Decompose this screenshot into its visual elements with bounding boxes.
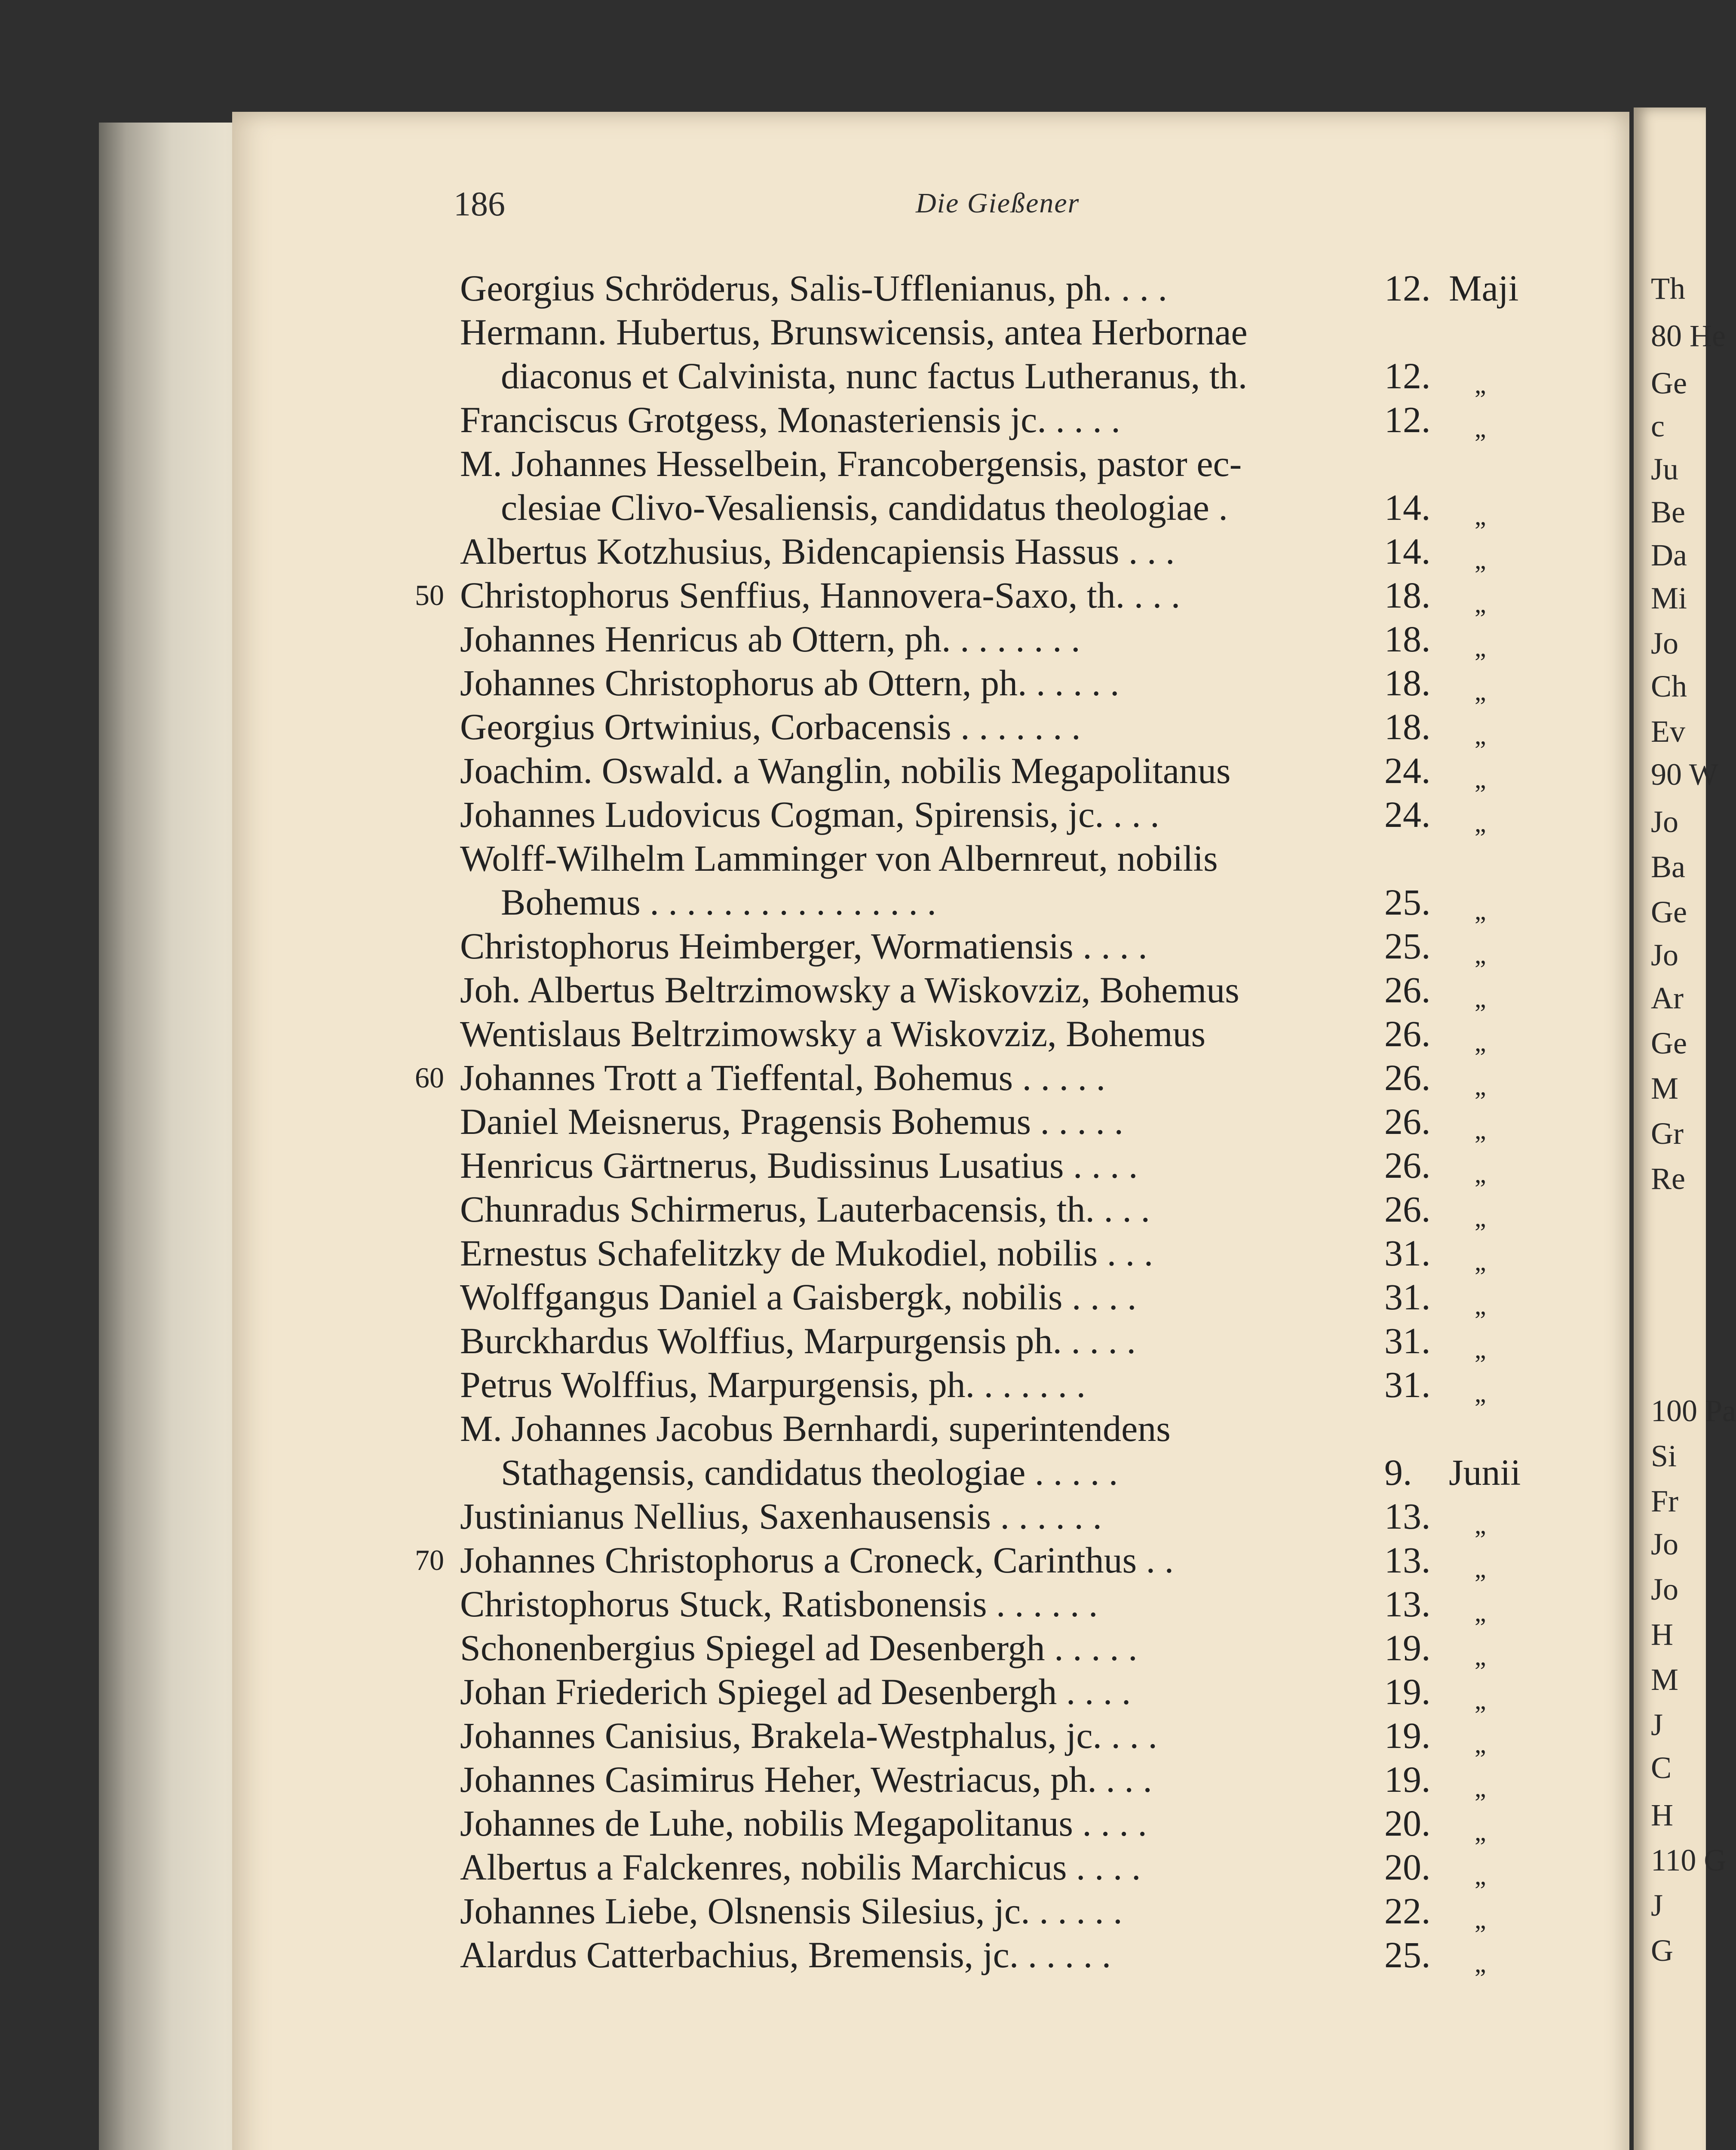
- adjacent-page-text: Jo: [1651, 938, 1679, 972]
- entry-day: 13.: [1384, 1539, 1431, 1581]
- entry-day: 19.: [1384, 1671, 1431, 1712]
- entry-day: 19.: [1384, 1627, 1431, 1668]
- list-item: [0, 881, 1706, 924]
- entry-month: „: [1475, 1642, 1486, 1671]
- list-item: [0, 924, 1706, 968]
- entry-name: Hermann. Hubertus, Brunswicensis, antea Herbornae: [460, 311, 1248, 353]
- adjacent-page-text: J: [1651, 1708, 1663, 1742]
- entry-day: 24.: [1384, 750, 1431, 791]
- adjacent-page-text: M: [1651, 1071, 1679, 1106]
- entry-name: Joachim. Oswald. a Wanglin, nobilis Megapolitanus: [460, 750, 1231, 791]
- list-item: [0, 530, 1706, 573]
- adjacent-page-text: Ge: [1651, 366, 1687, 400]
- entry-name: Johannes Henricus ab Ottern, ph. . . . . . . .: [460, 618, 1080, 660]
- entry-day: 26.: [1384, 1145, 1431, 1186]
- entry-name: Johannes Trott a Tieffental, Bohemus . . . . .: [460, 1057, 1106, 1098]
- list-item: [0, 749, 1706, 792]
- list-item: [0, 1144, 1706, 1187]
- adjacent-page-text: Jo: [1651, 805, 1679, 839]
- entry-name: Wolffgangus Daniel a Gaisbergk, nobilis . . . .: [460, 1276, 1137, 1318]
- adjacent-page-text: Jo: [1651, 1572, 1679, 1606]
- adjacent-page-text: J: [1651, 1888, 1663, 1923]
- entry-month: Maji: [1449, 267, 1519, 309]
- entry-day: 13.: [1384, 1583, 1431, 1625]
- list-item: [0, 1012, 1706, 1055]
- list-item: [0, 1670, 1706, 1713]
- list-item: [0, 661, 1706, 704]
- list-item: [0, 1582, 1706, 1625]
- list-item: [0, 1188, 1706, 1231]
- entry-day: 20.: [1384, 1803, 1431, 1844]
- entry-month: „: [1475, 370, 1486, 399]
- entry-day: 12.: [1384, 267, 1431, 309]
- entry-name: M. Johannes Jacobus Bernhardi, superintendens: [460, 1408, 1171, 1449]
- entry-month: „: [1475, 1861, 1486, 1890]
- list-item: [0, 1056, 1706, 1099]
- adjacent-page-text: 90 W: [1651, 757, 1718, 792]
- entry-name: Daniel Meisnerus, Pragensis Bohemus . . . . .: [460, 1101, 1124, 1142]
- list-item: [0, 1758, 1706, 1801]
- list-item: [0, 705, 1706, 748]
- entry-day: 18.: [1384, 574, 1431, 616]
- adjacent-page-text: 100 Pa: [1651, 1394, 1736, 1428]
- adjacent-page-text: Ge: [1651, 1026, 1687, 1060]
- entry-day: 31.: [1384, 1320, 1431, 1361]
- entry-name: Georgius Schröderus, Salis-Ufflenianus, ph. . . .: [460, 267, 1167, 309]
- list-item: [0, 398, 1706, 441]
- list-item: [0, 1319, 1706, 1362]
- list-item: [0, 1407, 1706, 1450]
- adjacent-page-text: Gr: [1651, 1116, 1684, 1151]
- entry-day: 19.: [1384, 1759, 1431, 1800]
- list-item: [0, 310, 1706, 353]
- entry-month: „: [1475, 1247, 1486, 1276]
- adjacent-page-text: c: [1651, 409, 1665, 443]
- entry-month: „: [1475, 1598, 1486, 1627]
- adjacent-page-text: Jo: [1651, 1527, 1679, 1561]
- entry-month: „: [1475, 1116, 1486, 1144]
- entry-month: „: [1475, 984, 1486, 1013]
- page-number: 186: [454, 185, 505, 223]
- entry-name: Franciscus Grotgess, Monasteriensis jc. . . . .: [460, 399, 1120, 440]
- entry-month: „: [1475, 502, 1486, 530]
- entry-day: 14.: [1384, 487, 1431, 528]
- entry-name: Joh. Albertus Beltrzimowsky a Wiskovziz, Bohemus: [460, 969, 1239, 1010]
- adjacent-page-text: Jo: [1651, 626, 1679, 660]
- entry-month: „: [1475, 1204, 1486, 1232]
- entry-name: Alardus Catterbachius, Bremensis, jc. . . . . .: [460, 1934, 1111, 1975]
- adjacent-page-text: Ju: [1651, 452, 1679, 486]
- entry-month: „: [1475, 1291, 1486, 1320]
- list-item: [0, 354, 1706, 397]
- adjacent-page-text: Si: [1651, 1439, 1677, 1473]
- list-item: [0, 267, 1706, 310]
- entry-month: „: [1475, 897, 1486, 925]
- adjacent-page-text: Th: [1651, 271, 1685, 306]
- entry-day: 26.: [1384, 969, 1431, 1010]
- entry-day: 18.: [1384, 706, 1431, 747]
- list-item: [0, 1451, 1706, 1494]
- entry-day: 20.: [1384, 1846, 1431, 1888]
- entry-name: Albertus Kotzhusius, Bidencapiensis Hassus . . .: [460, 531, 1175, 572]
- entry-day: 12.: [1384, 355, 1431, 396]
- adjacent-page-text: Mi: [1651, 581, 1687, 615]
- entry-name: Bohemus . . . . . . . . . . . . . . . .: [501, 882, 936, 923]
- entry-name: Justinianus Nellius, Saxenhausensis . . . . . .: [460, 1496, 1102, 1537]
- adjacent-page-text: Ba: [1651, 850, 1685, 884]
- entry-month: „: [1475, 721, 1486, 749]
- adjacent-page-text: C: [1651, 1751, 1672, 1785]
- list-item: [0, 1232, 1706, 1275]
- list-item: [0, 1100, 1706, 1143]
- adjacent-page-text: Ge: [1651, 895, 1687, 929]
- entry-day: 13.: [1384, 1496, 1431, 1537]
- entry-month: „: [1475, 590, 1486, 618]
- list-item: [0, 486, 1706, 529]
- entry-month: „: [1475, 1774, 1486, 1802]
- entry-month: Junii: [1449, 1452, 1521, 1493]
- adjacent-page-text: Ar: [1651, 981, 1684, 1015]
- line-number: 70: [415, 1544, 444, 1576]
- entry-month: „: [1475, 809, 1486, 837]
- entry-name: Christophorus Stuck, Ratisbonensis . . . . . .: [460, 1583, 1098, 1625]
- list-item: [0, 793, 1706, 836]
- list-item: [0, 1539, 1706, 1582]
- adjacent-page-text: H: [1651, 1798, 1673, 1832]
- entry-name: Christophorus Heimberger, Wormatiensis . . . .: [460, 925, 1147, 967]
- entry-name: diaconus et Calvinista, nunc factus Lutheranus, th.: [501, 355, 1248, 396]
- entry-month: „: [1475, 765, 1486, 793]
- entry-month: „: [1475, 1335, 1486, 1364]
- entry-day: 26.: [1384, 1189, 1431, 1230]
- entry-name: Johannes Casimirus Heher, Westriacus, ph. . . .: [460, 1759, 1152, 1800]
- entry-day: 12.: [1384, 399, 1431, 440]
- entry-month: „: [1475, 940, 1486, 969]
- adjacent-page-text: Fr: [1651, 1484, 1679, 1518]
- entry-name: Petrus Wolffius, Marpurgensis, ph. . . . . . .: [460, 1364, 1086, 1405]
- entry-name: Johannes Christophorus ab Ottern, ph. . . . . .: [460, 662, 1120, 703]
- entry-name: Johannes Liebe, Olsnensis Silesius, jc. . . . . .: [460, 1890, 1123, 1932]
- adjacent-page-fragment: [1634, 108, 1736, 2150]
- entry-name: Johannes Canisius, Brakela-Westphalus, jc. . . .: [460, 1715, 1157, 1756]
- entry-day: 31.: [1384, 1276, 1431, 1318]
- adjacent-page-text: Ev: [1651, 714, 1685, 749]
- entry-day: 19.: [1384, 1715, 1431, 1756]
- entry-month: „: [1475, 1949, 1486, 1978]
- entry-name: Johannes Christophorus a Croneck, Carinthus . .: [460, 1539, 1174, 1581]
- list-item: [0, 1802, 1706, 1845]
- entry-month: „: [1475, 1686, 1486, 1714]
- entry-month: „: [1475, 1511, 1486, 1539]
- adjacent-page-text: Re: [1651, 1161, 1685, 1196]
- entry-name: Albertus a Falckenres, nobilis Marchicus . . . .: [460, 1846, 1141, 1888]
- entry-day: 25.: [1384, 882, 1431, 923]
- entry-name: M. Johannes Hesselbein, Francobergensis, pastor ec-: [460, 443, 1242, 484]
- entry-name: Henricus Gärtnerus, Budissinus Lusatius . . . .: [460, 1145, 1138, 1186]
- entry-month: „: [1475, 1379, 1486, 1407]
- running-title: Die Gießener: [916, 187, 1080, 219]
- entry-name: Johannes de Luhe, nobilis Megapolitanus . . . .: [460, 1803, 1147, 1844]
- list-item: [0, 1714, 1706, 1757]
- entry-name: Johan Friederich Spiegel ad Desenbergh . . . .: [460, 1671, 1131, 1712]
- entry-day: 14.: [1384, 531, 1431, 572]
- list-item: [0, 968, 1706, 1011]
- entry-name: Burckhardus Wolffius, Marpurgensis ph. . . . .: [460, 1320, 1136, 1361]
- adjacent-page-text: Ch: [1651, 669, 1687, 703]
- entry-name: Chunradus Schirmerus, Lauterbacensis, th. . . .: [460, 1189, 1150, 1230]
- list-item: [0, 1626, 1706, 1669]
- entry-day: 31.: [1384, 1364, 1431, 1405]
- entry-month: „: [1475, 1072, 1486, 1100]
- entry-name: clesiae Clivo-Vesaliensis, candidatus theologiae .: [501, 487, 1228, 528]
- adjacent-page-text: 110 G: [1651, 1843, 1727, 1877]
- list-item: [0, 1275, 1706, 1318]
- entry-day: 22.: [1384, 1890, 1431, 1932]
- line-number: 50: [415, 579, 444, 611]
- entry-day: 18.: [1384, 662, 1431, 703]
- list-item: [0, 1363, 1706, 1406]
- entry-name: Stathagensis, candidatus theologiae . . . . .: [501, 1452, 1118, 1493]
- entry-day: 26.: [1384, 1101, 1431, 1142]
- entry-name: Johannes Ludovicus Cogman, Spirensis, jc. . . .: [460, 794, 1159, 835]
- entry-name: Wentislaus Beltrzimowsky a Wiskovziz, Bohemus: [460, 1013, 1206, 1054]
- entry-day: 25.: [1384, 1934, 1431, 1975]
- adjacent-page-text: M: [1651, 1662, 1679, 1697]
- entry-day: 26.: [1384, 1057, 1431, 1098]
- adjacent-page-text: Be: [1651, 495, 1685, 529]
- entry-day: 31.: [1384, 1232, 1431, 1274]
- entry-month: „: [1475, 677, 1486, 706]
- list-item: [0, 442, 1706, 485]
- entry-month: „: [1475, 414, 1486, 442]
- list-item: [0, 837, 1706, 880]
- list-item: [0, 617, 1706, 660]
- adjacent-page-text: Da: [1651, 538, 1687, 572]
- adjacent-page-text: 80 He: [1651, 319, 1726, 353]
- line-number: 60: [415, 1061, 444, 1094]
- entry-name: Ernestus Schafelitzky de Mukodiel, nobilis . . .: [460, 1232, 1153, 1274]
- entry-day: 25.: [1384, 925, 1431, 967]
- list-item: [0, 1889, 1706, 1932]
- entry-name: Christophorus Senffius, Hannovera-Saxo, th. . . .: [460, 574, 1181, 616]
- entry-month: „: [1475, 633, 1486, 662]
- entry-day: 24.: [1384, 794, 1431, 835]
- entry-month: „: [1475, 1028, 1486, 1057]
- entry-month: „: [1475, 1160, 1486, 1188]
- entry-day: 26.: [1384, 1013, 1431, 1054]
- entry-month: „: [1475, 1730, 1486, 1758]
- list-item: [0, 1933, 1706, 1976]
- entry-name: Schonenbergius Spiegel ad Desenbergh . . . . .: [460, 1627, 1138, 1668]
- list-item: [0, 1495, 1706, 1538]
- entry-month: „: [1475, 1818, 1486, 1846]
- entry-name: Georgius Ortwinius, Corbacensis . . . . . . .: [460, 706, 1081, 747]
- entry-month: „: [1475, 546, 1486, 574]
- entry-month: „: [1475, 1554, 1486, 1583]
- list-item: [0, 574, 1706, 617]
- adjacent-page-text: G: [1651, 1933, 1673, 1968]
- entry-month: „: [1475, 1905, 1486, 1934]
- entry-day: 9.: [1384, 1452, 1412, 1493]
- adjacent-page-text: H: [1651, 1617, 1673, 1652]
- entry-day: 18.: [1384, 618, 1431, 660]
- list-item: [0, 1846, 1706, 1889]
- entry-name: Wolff-Wilhelm Lamminger von Albernreut, nobilis: [460, 838, 1218, 879]
